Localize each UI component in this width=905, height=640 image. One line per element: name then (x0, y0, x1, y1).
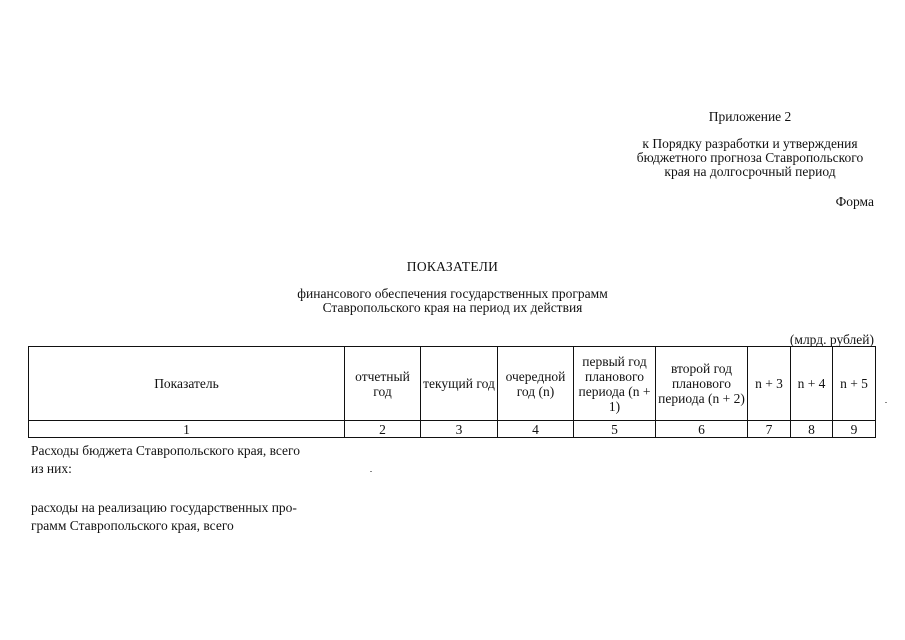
appendix-reference (600, 137, 900, 179)
form-label: Форма (835, 194, 874, 209)
indicators-table (28, 346, 876, 438)
column-number-cell: 3 (421, 421, 498, 438)
header-cell-next-year: очередной год (n) (498, 347, 574, 421)
column-number-cell: 6 (656, 421, 748, 438)
header-cell-indicator: Показатель (29, 347, 345, 421)
column-number-cell: 9 (833, 421, 876, 438)
appendix-title: Приложение 2 (708, 109, 792, 124)
column-number-cell: 7 (748, 421, 791, 438)
header-cell-reporting-year: отчетный год (345, 347, 421, 421)
appendix-reference-line: края на долгосрочный период (664, 164, 836, 179)
header-cell-n-plus-5: n + 5 (833, 347, 876, 421)
header-cell-current-year: текущий год (421, 347, 498, 421)
header-cell-n-plus-4: n + 4 (791, 347, 833, 421)
column-number-cell: 4 (498, 421, 574, 438)
row-label-line: Расходы бюджета Ставропольского края, всего (31, 443, 300, 458)
table-row-budget-expenses (31, 442, 344, 478)
column-number-row (29, 421, 876, 438)
table-header-row (29, 347, 876, 421)
column-number-cell: 8 (791, 421, 833, 438)
document-title: ПОКАЗАТЕЛИ (406, 259, 499, 274)
column-number-cell: 2 (345, 421, 421, 438)
row-label-line: грамм Ставропольского края, всего (31, 518, 234, 533)
row-label-line: расходы на реализацию государственных про- (31, 500, 297, 515)
units-label: (млрд. рублей) (789, 332, 874, 347)
row-label-line: из них: (31, 461, 72, 476)
column-number-cell: 1 (29, 421, 345, 438)
scan-speck (370, 471, 372, 472)
document-subtitle (0, 287, 905, 315)
document-subtitle-line: Ставропольского края на период их действия (322, 300, 583, 315)
scan-speck (885, 402, 887, 403)
document-subtitle-line: финансового обеспечения государственных программ (297, 286, 608, 301)
header-cell-planning-year-1: первый год планового периода (n + 1) (574, 347, 656, 421)
header-cell-n-plus-3: n + 3 (748, 347, 791, 421)
column-number-cell: 5 (574, 421, 656, 438)
appendix-reference-line: к Порядку разработки и утверждения (642, 136, 858, 151)
header-cell-planning-year-2: второй год планового периода (n + 2) (656, 347, 748, 421)
appendix-reference-line: бюджетного прогноза Ставропольского (636, 150, 864, 165)
table-row-program-expenses (31, 499, 344, 535)
